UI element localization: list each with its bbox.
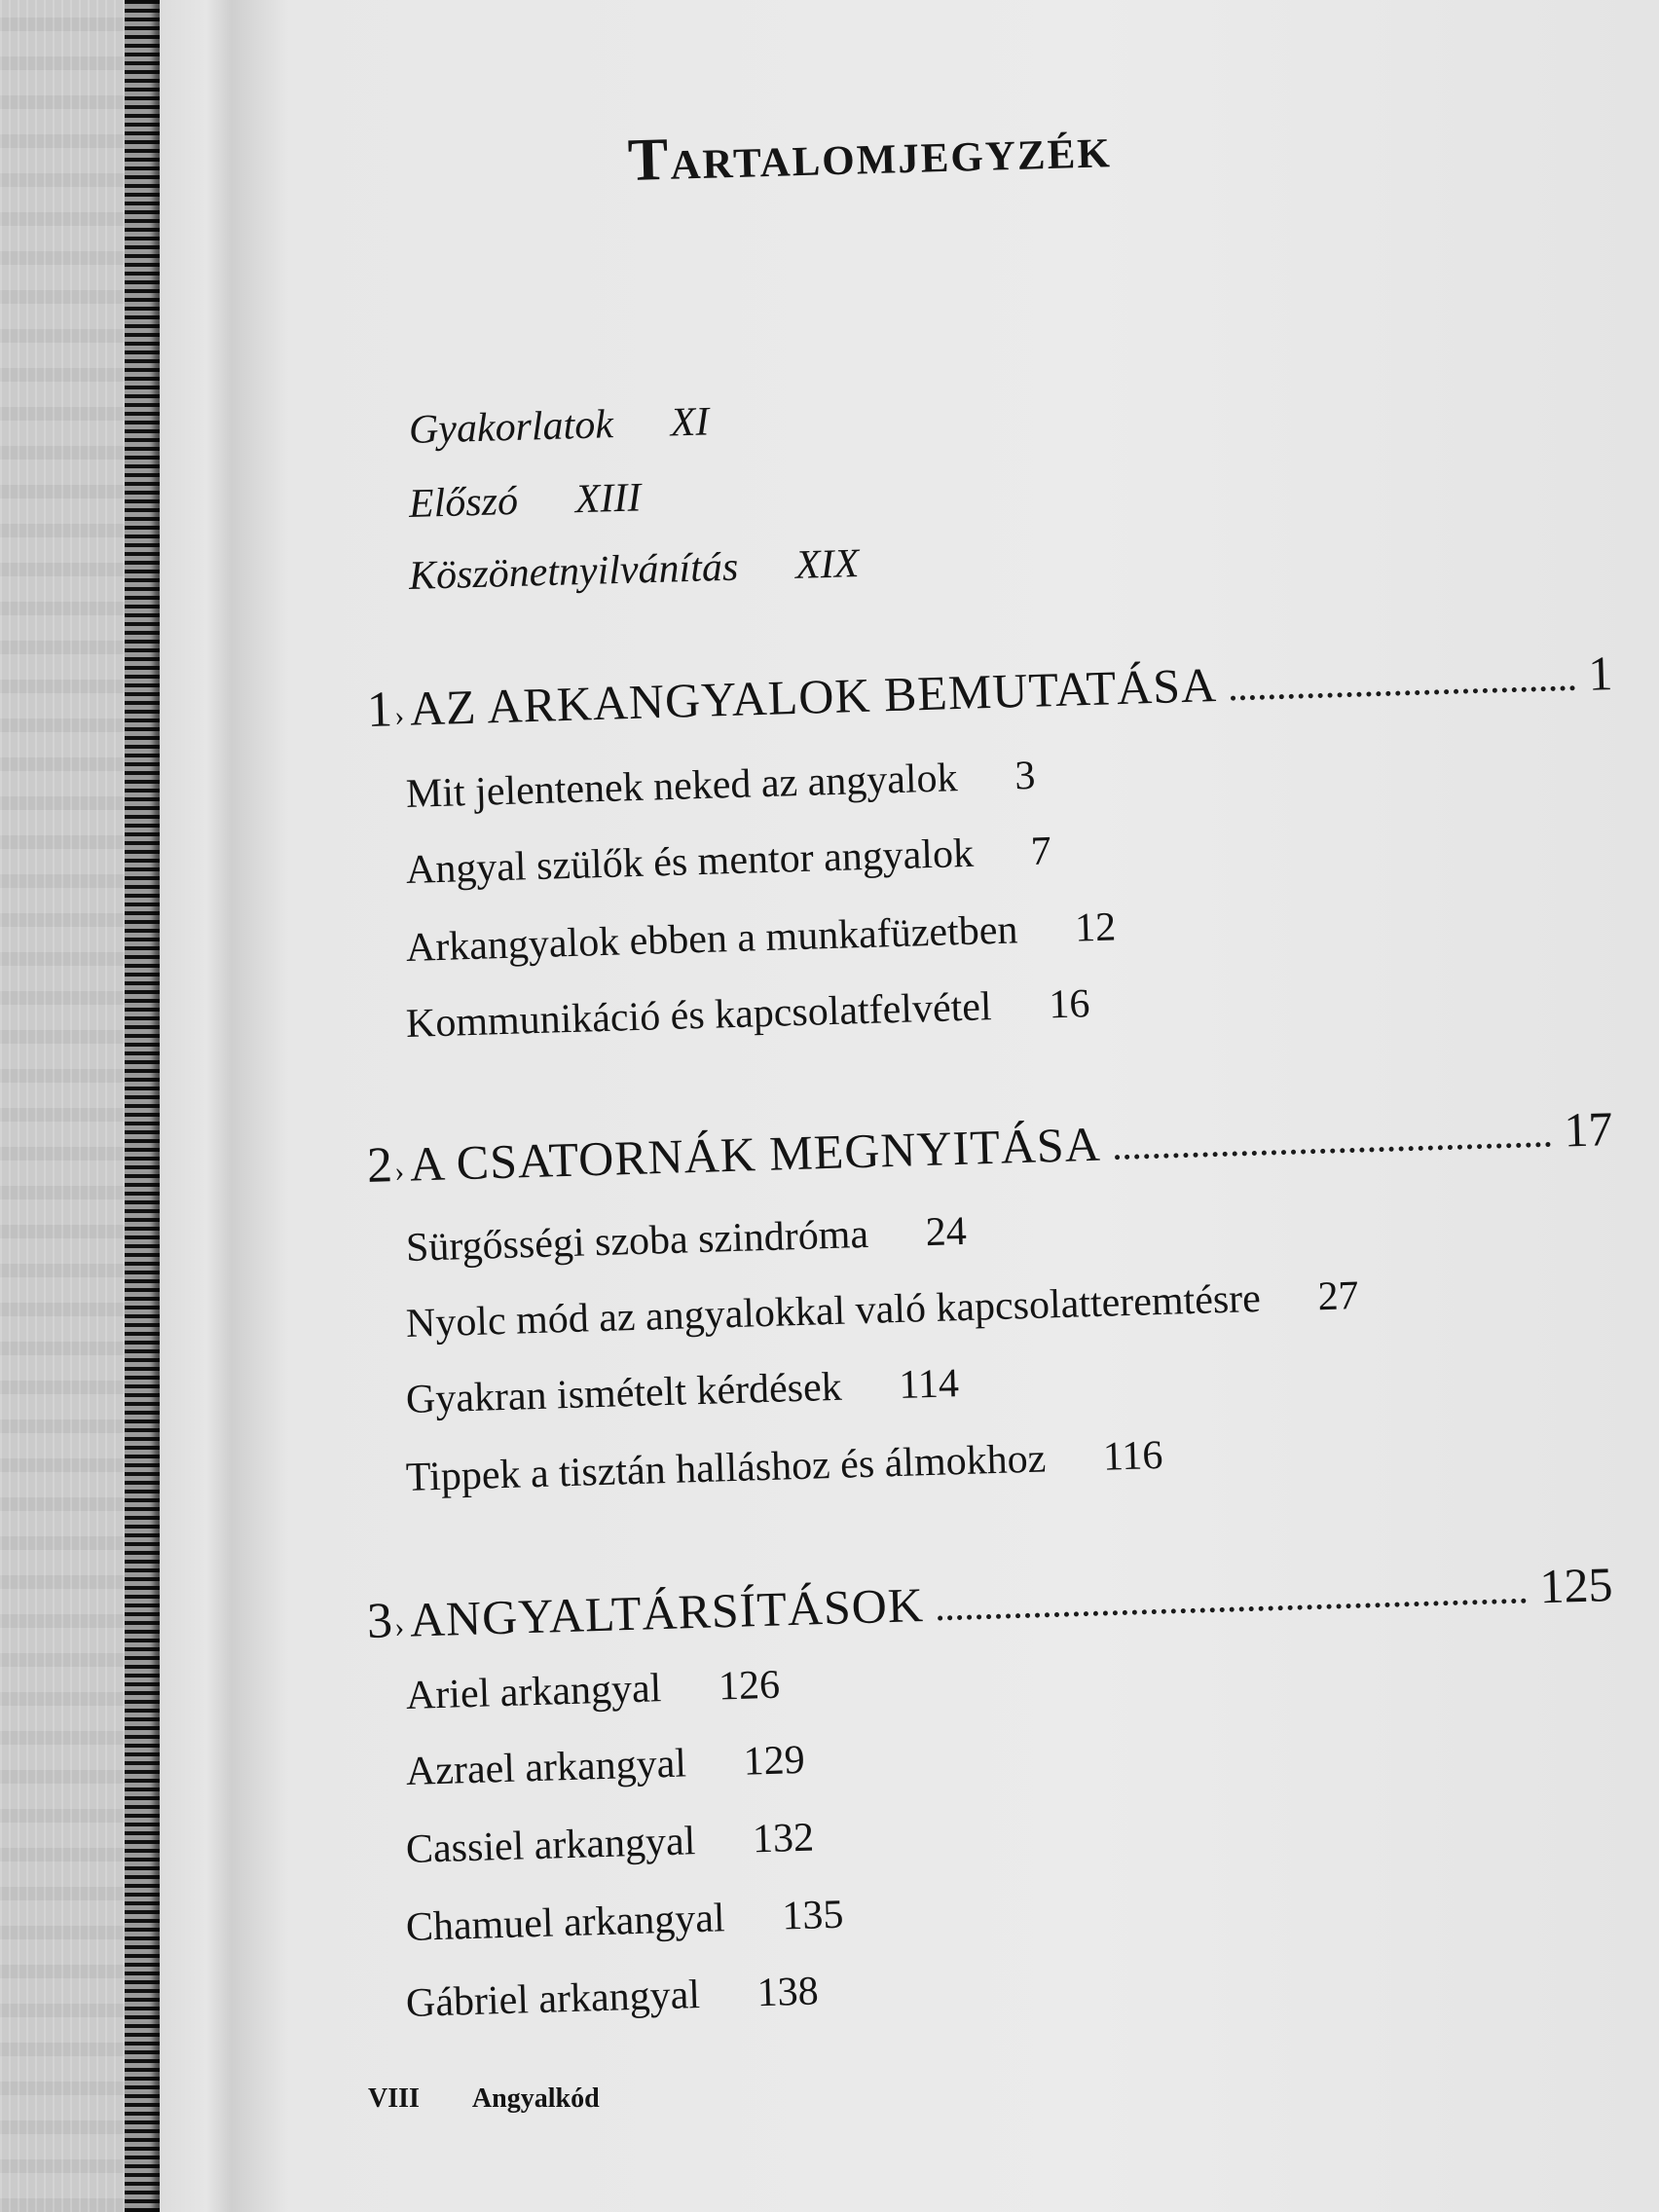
- entry-label: Mit jelentenek neked az angyalok: [405, 756, 959, 817]
- entry-page: 138: [756, 1969, 820, 2016]
- entry-page: 24: [925, 1208, 968, 1256]
- entry-page: 116: [1102, 1432, 1164, 1480]
- front-matter-item: [408, 474, 642, 528]
- front-matter-item: [408, 398, 710, 454]
- entry-page: 27: [1316, 1272, 1360, 1320]
- entry-page: XIII: [574, 475, 642, 523]
- entry-label: Cassiel arkangyal: [405, 1819, 696, 1872]
- page-title: Tartalomjegyzék: [627, 114, 1113, 194]
- chapter-title: AZ ARKANGYALOK BEMUTATÁSA: [409, 657, 1218, 736]
- entry-page: 12: [1074, 904, 1117, 951]
- entry-page: XI: [670, 399, 710, 446]
- entry-label: Chamuel arkangyal: [405, 1896, 726, 1950]
- entry-page: XIX: [794, 541, 860, 588]
- entry-label: Nyolc mód az angyalokkal való kapcsolatteremtésre: [405, 1275, 1262, 1346]
- chapter-number: 3: [366, 1593, 393, 1649]
- chapter-title: ANGYALTÁRSÍTÁSOK: [409, 1577, 925, 1647]
- chapter-separator: ›: [393, 1610, 405, 1644]
- entry-label: Gyakran ismételt kérdések: [405, 1364, 843, 1422]
- chapter-page: 17: [1563, 1101, 1614, 1158]
- entry-label: Köszönetnyilvánítás: [408, 544, 739, 599]
- chapter-number: 2: [366, 1137, 393, 1194]
- entry-page: 132: [752, 1815, 815, 1862]
- chapter-separator: ›: [393, 699, 405, 733]
- entry-page: 3: [1014, 753, 1036, 799]
- chapter-number: 1: [366, 682, 393, 738]
- entry-label: Azrael arkangyal: [405, 1741, 687, 1794]
- entry-page: 135: [781, 1892, 845, 1939]
- background-surface: [0, 0, 127, 2212]
- entry-label: Angyal szülők és mentor angyalok: [405, 830, 975, 893]
- entry-page: 129: [742, 1737, 806, 1785]
- dot-leader: [1115, 1141, 1551, 1160]
- entry-label: Sürgősségi szoba szindróma: [405, 1211, 869, 1271]
- chapter-page: 125: [1538, 1557, 1614, 1614]
- spiral-binding: [125, 0, 160, 2212]
- footer-page-number: VIII: [368, 2083, 420, 2114]
- entry-label: Előszó: [408, 478, 519, 527]
- entry-page: 7: [1030, 829, 1052, 874]
- dot-leader: [1231, 684, 1575, 700]
- entry-page: 16: [1048, 981, 1090, 1028]
- entry-label: Arkangyalok ebben a munkafüzetben: [405, 907, 1018, 971]
- page-edge: [160, 0, 238, 2212]
- chapter-title: A CSATORNÁK MEGNYITÁSA: [409, 1116, 1102, 1192]
- entry-page: 114: [898, 1361, 960, 1408]
- entry-label: Gyakorlatok: [408, 402, 614, 453]
- page-footer: [368, 2083, 600, 2115]
- entry-label: Gábriel arkangyal: [405, 1972, 701, 2026]
- entry-page: 126: [718, 1662, 781, 1710]
- footer-book-title: Angyalkód: [471, 2083, 600, 2114]
- dot-leader: [938, 1598, 1527, 1621]
- chapter-page: 1: [1587, 645, 1614, 701]
- chapter-separator: ›: [393, 1155, 405, 1189]
- entry-label: Ariel arkangyal: [405, 1666, 662, 1718]
- entry-label: Kommunikáció és kapcsolatfelvétel: [405, 984, 993, 1047]
- entry-label: Tippek a tisztán halláshoz és álmokhoz: [405, 1436, 1047, 1500]
